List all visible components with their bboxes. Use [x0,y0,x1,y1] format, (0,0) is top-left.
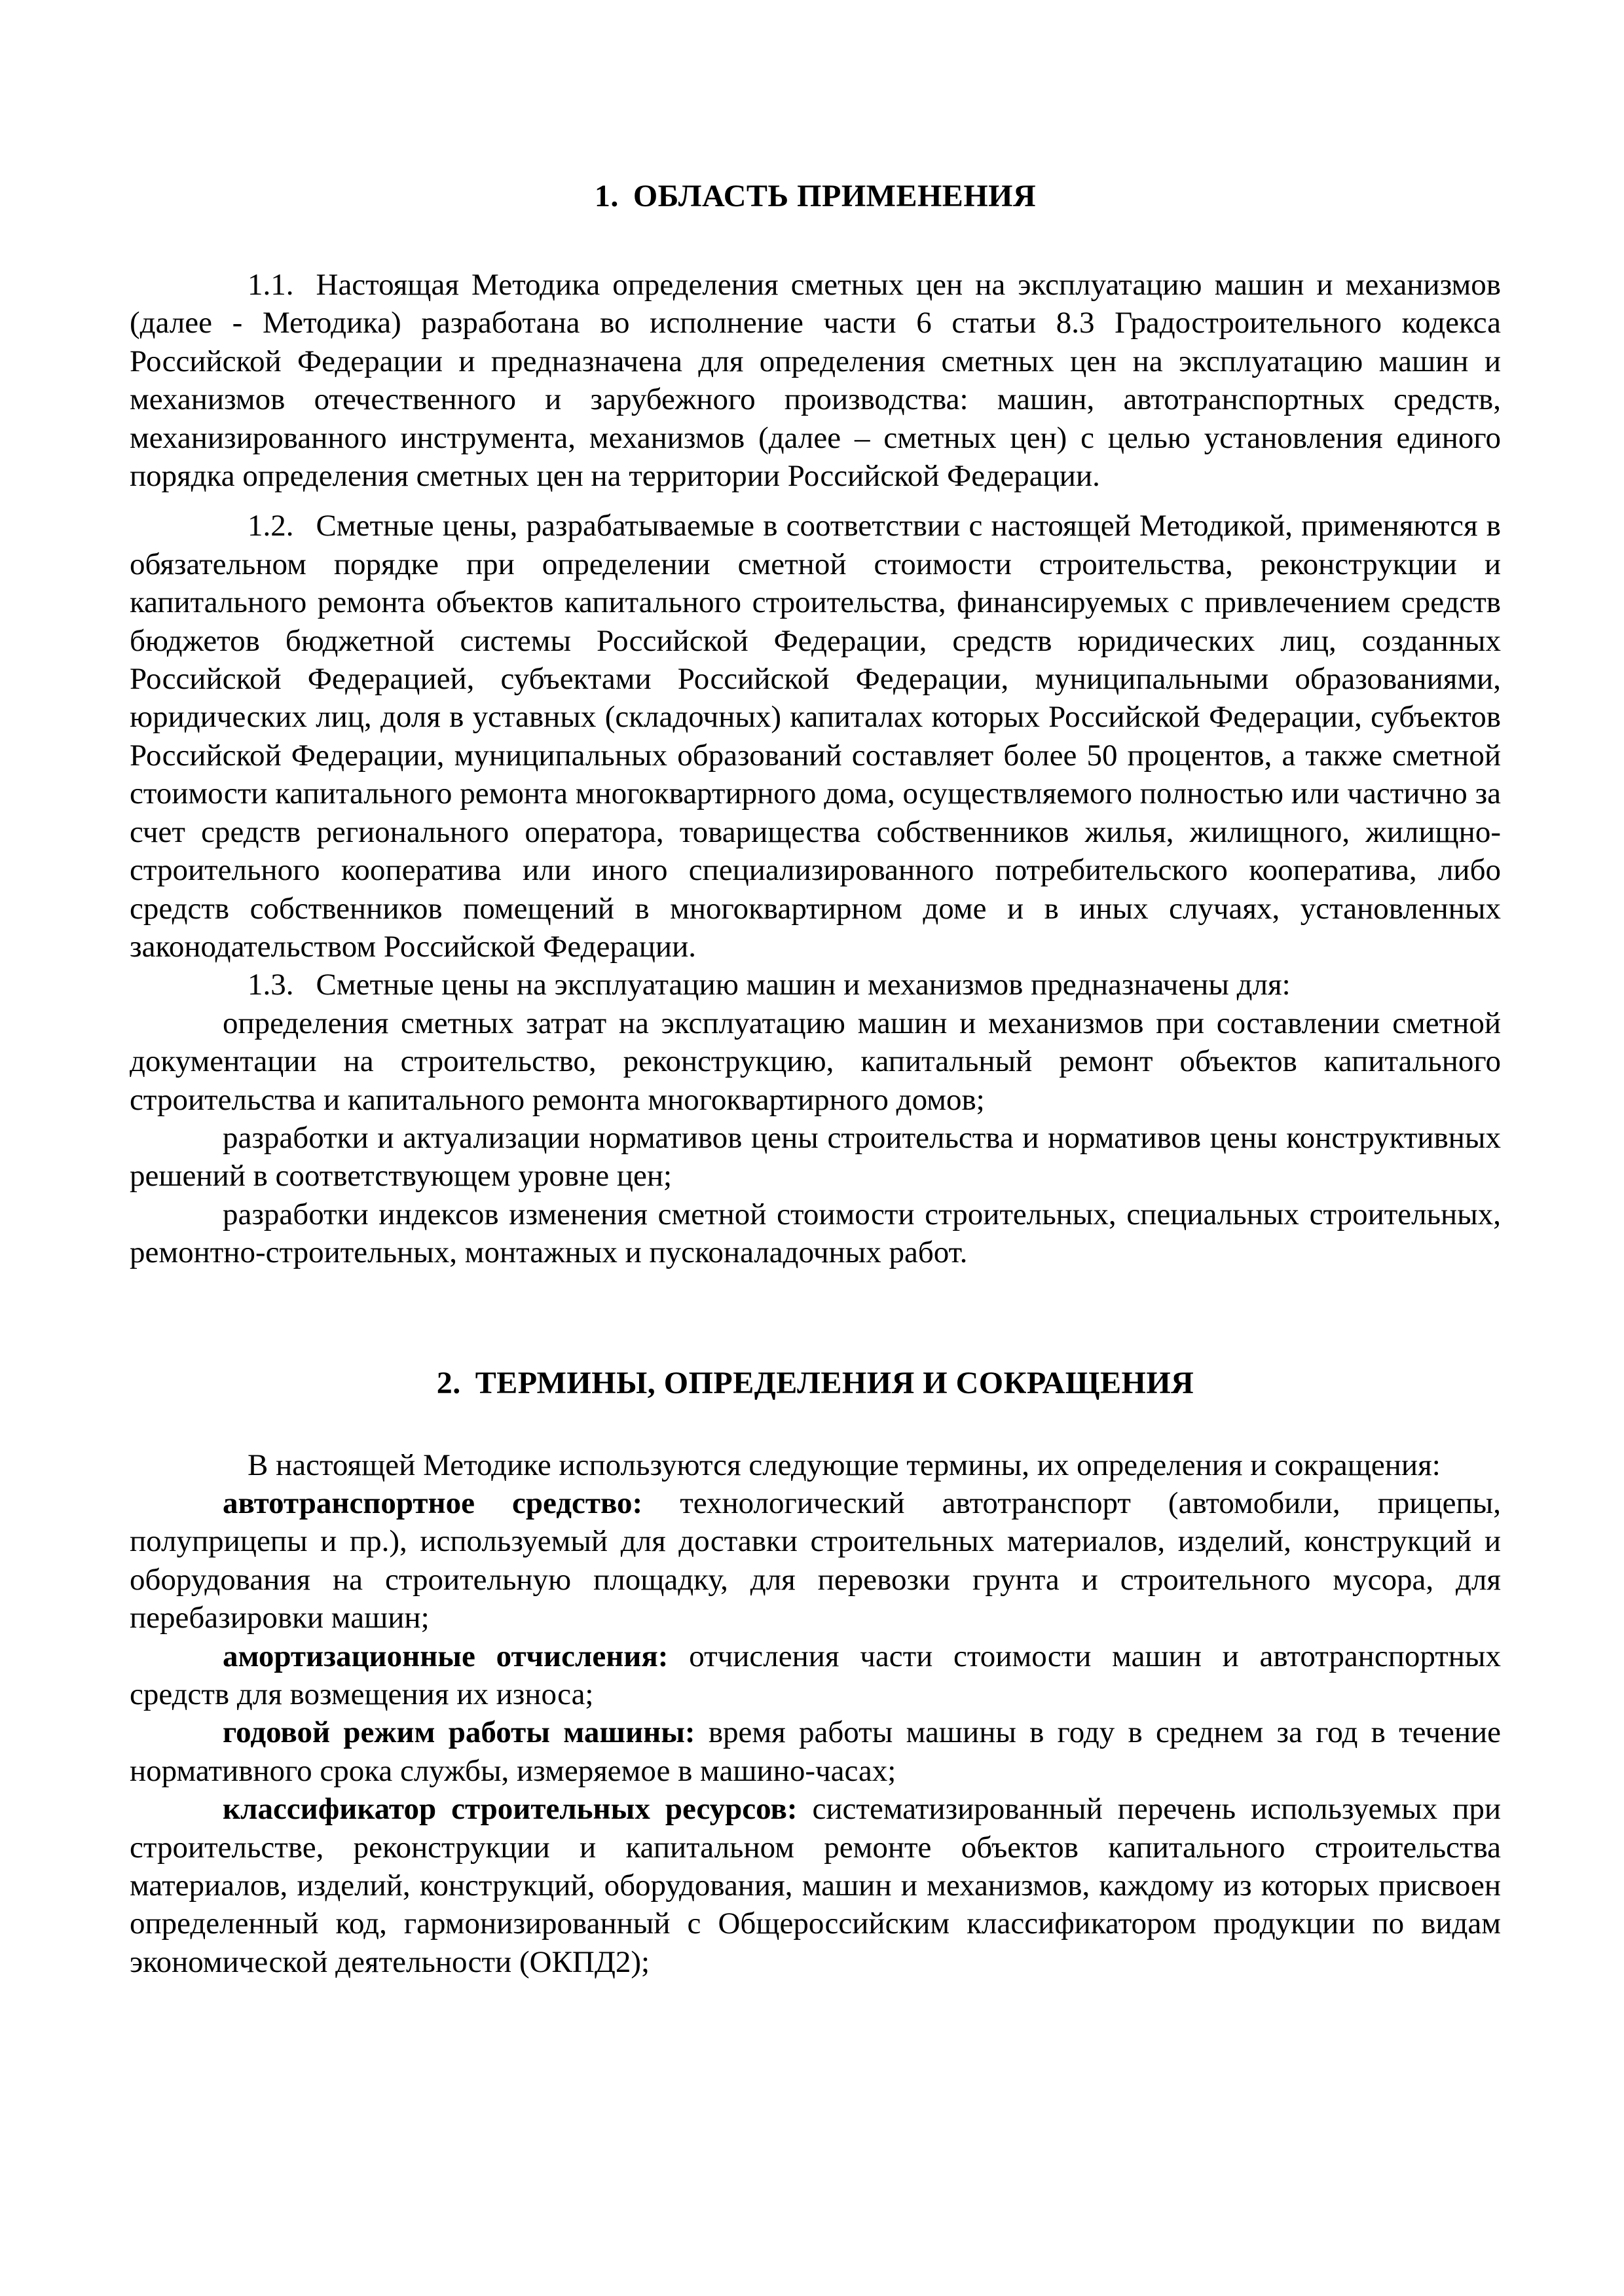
term-definition: время работы машины в году в среднем за год в течение нормативного срока службы, измеряемое в машино-часах; [130,1715,1501,1788]
paragraph-1-1 [130,266,1501,495]
term-entry [130,1637,1501,1714]
paragraph-1-3-item-1: определения сметных затрат на эксплуатацию машин и механизмов при составлении сметной документации на строительство, реконструкцию, капитальный ремонт объектов капитального строительства и капитального ремонта многоквартирного домов; [130,1006,1501,1117]
paragraph-1-1-number: 1.1. [248,268,294,302]
term-definition: отчисления части стоимости машин и автотранспортных средств для возмещения их износа; [130,1639,1502,1711]
section-1-heading [130,177,1501,216]
term-name: годовой режим работы машины: [223,1715,695,1750]
term-name: автотранспортное средство: [223,1485,643,1520]
term-entry [130,1484,1501,1637]
paragraph-1-2 [130,507,1501,966]
section-2-heading-text: ТЕРМИНЫ, ОПРЕДЕЛЕНИЯ И СОКРАЩЕНИЯ [475,1365,1194,1400]
term-name: амортизационные отчисления: [223,1639,669,1673]
paragraph-1-3 [130,966,1501,1004]
paragraph-1-3-item-2: разработки и актуализации нормативов цены строительства и нормативов цены конструктивных решений в соответствующем уровне цен; [130,1120,1501,1194]
paragraph-1-1-text: Настоящая Методика определения сметных цен на эксплуатацию машин и механизмов (далее - Методика) разработана во исполнение части 6 статьи 8.3 Градостроительного кодекса Российской Федерации и предназначена для определения сметных цен на эксплуатацию машин и механизмов отечественного и зарубежного производства: машин, автотранспортных средств, механизированного инструмента, механизмов (далее – сметных цен) с целью установления единого порядка определения сметных цен на территории Российской Федерации. [130,268,1501,494]
section-2-heading [130,1364,1501,1403]
paragraph-1-3-text: Сметные цены на эксплуатацию машин и механизмов предназначены для: [316,968,1291,1002]
section-2-heading-number: 2. [436,1365,461,1400]
paragraph-1-3-number: 1.3. [248,968,294,1002]
term-entry [130,1713,1501,1790]
paragraph-1-3-item-3: разработки индексов изменения сметной стоимости строительных, специальных строительных, ремонтно-строительных, монтажных и пусконаладочных работ. [130,1197,1501,1270]
section-1-heading-number: 1. [594,179,619,213]
section-2-intro: В настоящей Методике используются следующие термины, их определения и сокращения: [248,1448,1441,1482]
section-1-heading-text: ОБЛАСТЬ ПРИМЕНЕНИЯ [633,179,1037,213]
term-definition: систематизированный перечень используемых при строительстве, реконструкции и капитальном ремонте объектов капитального строительства материалов, изделий, конструкций, оборудования, машин и механизмов, каждому из которых присвоен определенный код, гармонизированный с Общероссийским классификатором продукции по видам экономической деятельности (ОКПД2); [130,1792,1501,1979]
paragraph-1-2-text: Сметные цены, разрабатываемые в соответствии с настоящей Методикой, применяются в обязательном порядке при определении сметной стоимости строительства, реконструкции и капитального ремонта объектов капитального строительства, финансируемых с привлечением средств бюджетов бюджетной системы Российской Федерации, средств юридических лиц, созданных Российской Федерацией, субъектами Российской Федерации, муниципальными образованиями, юридических лиц, доля в уставных (складочных) капиталах которых Российской Федерации, субъектов Российской Федерации, муниципальных образований составляет более 50 процентов, а также сметной стоимости капитального ремонта многоквартирного дома, осуществляемого полностью или частично за счет средств регионального оператора, товарищества собственников жилья, жилищного, жилищно-строительного кооператива или иного специализированного потребительского кооператива, либо средств собственников помещений в многоквартирном доме и в иных случаях, установленных законодательством Российской Федерации. [130,509,1501,964]
document-content [130,177,1501,1981]
term-definition: технологический автотранспорт (автомобили, прицепы, полуприцепы и пр.), используемый для доставки строительных материалов, изделий, конструкций и оборудования на строительную площадку, для перевозки грунта и строительного мусора, для перебазировки машин; [130,1485,1501,1635]
paragraph-1-2-number: 1.2. [248,509,294,543]
term-entry [130,1790,1501,1981]
term-name: классификатор строительных ресурсов: [223,1792,798,1827]
